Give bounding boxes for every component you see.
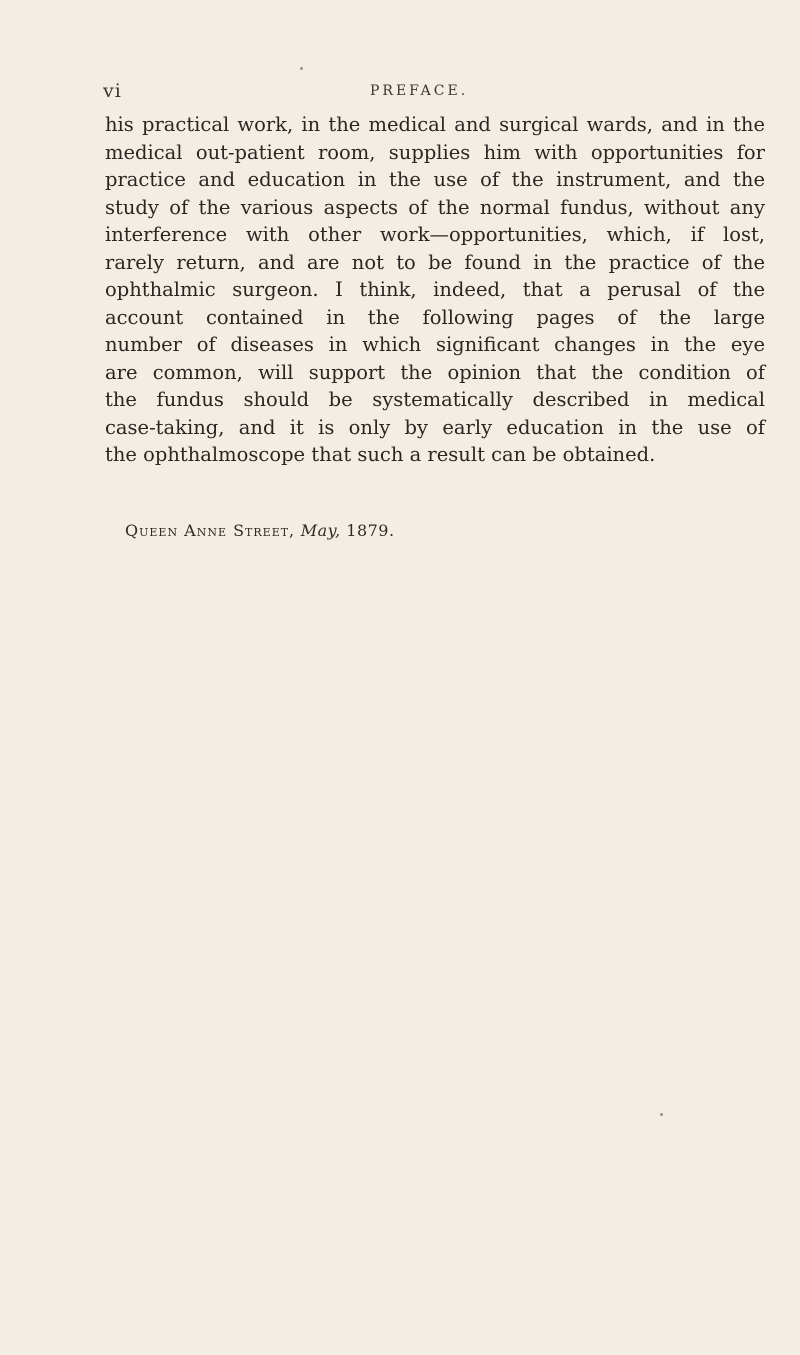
- text-line: case-taking, and it is only by early education in the use of: [105, 415, 765, 439]
- running-title: PREFACE.: [370, 83, 469, 99]
- text-line: rarely return, and are not to be found in the practice of the: [105, 250, 765, 274]
- text-line: study of the various aspects of the normal fundus, without any: [105, 195, 765, 219]
- text-line: account contained in the following pages of the large: [105, 305, 765, 329]
- signoff-year: 1879.: [346, 521, 395, 540]
- running-head: [103, 80, 763, 106]
- text-line: the ophthalmoscope that such a result can be obtained.: [105, 443, 656, 466]
- paper-speck: [300, 67, 303, 70]
- text-line: practice and education in the use of the instrument, and the: [105, 168, 765, 191]
- page-number: vi: [103, 80, 122, 102]
- text-line: his practical work, in the medical and surgical wards, and in the: [105, 113, 765, 136]
- text-line: ophthalmic surgeon. I think, indeed, that a perusal of the: [105, 278, 765, 301]
- text-line: medical out-patient room, supplies him with opportunities for: [105, 140, 765, 164]
- text-line: are common, will support the opinion that the condition of: [105, 360, 765, 384]
- signoff: [125, 521, 395, 540]
- text-line: interference with other work—opportunities, which, if lost,: [105, 223, 765, 246]
- text-line: the fundus should be systematically described in medical: [105, 388, 765, 411]
- signoff-month: May,: [300, 521, 341, 540]
- signoff-place: Queen Anne Street,: [125, 521, 296, 540]
- paper-speck: [660, 1113, 663, 1116]
- preface-paragraph: [105, 111, 765, 469]
- text-line: number of diseases in which significant changes in the eye: [105, 333, 765, 356]
